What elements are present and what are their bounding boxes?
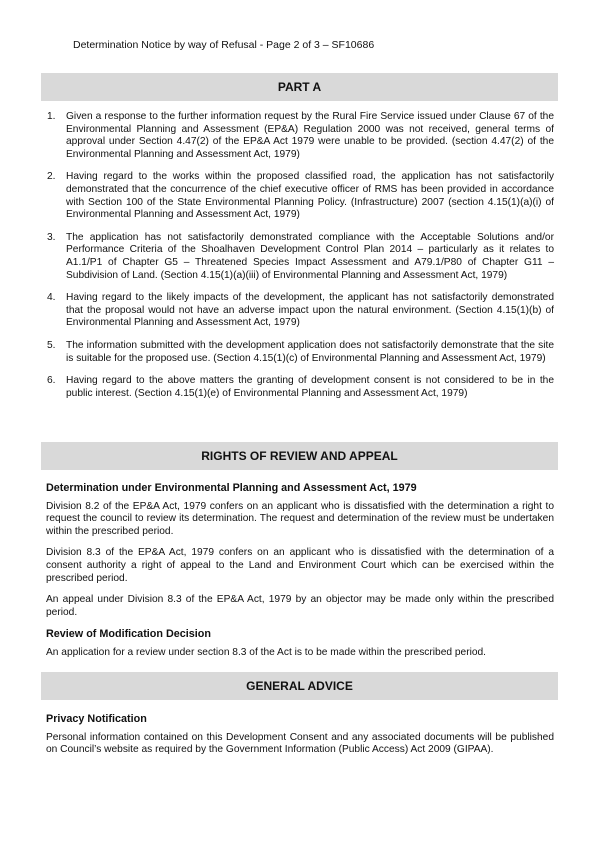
- item-text: Given a response to the further information request by the Rural Fire Service issued under Clause 67 of the Environmental Planning and Assessment (EP&A) Regulation 2000 was not received, general terms of approval under Section 4.47(2) of the EP&A Act 1979 were unable to be provided. (section 4.47(2) of the Environmental Planning and Assessment Act, 1979): [66, 111, 554, 160]
- list-item: [41, 340, 554, 365]
- privacy-paragraph: Personal information contained on this Development Consent and any associated documents will be published on Council’s website as required by the Government Information (Public Access) Act 2009 (GIPAA).: [46, 731, 554, 756]
- list-item: [41, 375, 554, 400]
- modification-heading: Review of Modification Decision: [46, 628, 211, 641]
- item-text: The application has not satisfactorily demonstrated compliance with the Acceptable Solutions and/or Performance Criteria of the Shoalhaven Development Control Plan 2014 – particularly as it relates to A1.1/P1 of Chapter G5 – Threatened Species Impact Assessment and A79.1/P80 of Chapter G11 – Subdivision of Land. (Section 4.15(1)(a)(iii) of Environmental Planning and Assessment Act, 1979): [66, 231, 554, 281]
- privacy-heading: Privacy Notification: [46, 713, 147, 725]
- list-item: [41, 171, 554, 221]
- part-a-banner: PART A: [41, 73, 558, 101]
- item-number: 3.: [47, 231, 56, 243]
- list-item: [41, 292, 554, 330]
- advice-section: [46, 713, 554, 766]
- page-header: Determination Notice by way of Refusal - Page 2 of 3 – SF10686: [73, 39, 375, 51]
- item-number: 1.: [47, 111, 56, 122]
- review-paragraph-2: Division 8.3 of the EP&A Act, 1979 confers on an applicant who is dissatisfied with the determination of a consent authority a right of appeal to the Land and Environment Court which can be exercised within the prescribed period.: [46, 547, 554, 584]
- review-banner: RIGHTS OF REVIEW AND APPEAL: [41, 442, 558, 470]
- item-text: Having regard to the works within the proposed classified road, the application has not satisfactorily demonstrated that the concurrence of the chief executive officer of RMS has been provided in accordance with Section 100 of the State Environmental Planning Policy. (Infrastructure) 2007 (section 4.15(1)(a)(i) of Environmental Planning and Assessment Act, 1979): [66, 171, 554, 221]
- review-heading: Determination under Environmental Planning and Assessment Act, 1979: [46, 482, 417, 494]
- item-text: The information submitted with the development application does not satisfactorily demonstrate that the site is suitable for the proposed use. (Section 4.15(1)(c) of Environmental Planning and Assessment Act, 1979): [66, 339, 554, 364]
- advice-banner: GENERAL ADVICE: [41, 672, 558, 700]
- review-paragraph-3: An appeal under Division 8.3 of the EP&A Act, 1979 by an objector may be made only within the prescribed period.: [46, 594, 554, 618]
- modification-paragraph: An application for a review under section 8.3 of the Act is to be made within the prescribed period.: [46, 646, 487, 658]
- item-number: 6.: [47, 375, 56, 387]
- list-item: [41, 232, 554, 282]
- item-text: Having regard to the above matters the granting of development consent is not considered to be in the public interest. (Section 4.15(1)(e) of Environmental Planning and Assessment Act, 1979): [66, 375, 554, 399]
- item-number: 2.: [47, 171, 56, 183]
- review-section: [46, 482, 554, 669]
- reasons-list: [41, 111, 554, 410]
- item-number: 5.: [47, 339, 56, 351]
- review-paragraph-1: Division 8.2 of the EP&A Act, 1979 confers on an applicant who is dissatisfied with the determination a right to request the council to review its determination. The request and determination of the review must be undertaken within the prescribed period.: [46, 500, 554, 537]
- item-number: 4.: [47, 292, 56, 304]
- list-item: [41, 111, 554, 161]
- item-text: Having regard to the likely impacts of the development, the applicant has not satisfactorily demonstrated that the proposal would not have an adverse impact upon the natural environment. (Section 4.15(1)(b) of Environmental Planning and Assessment Act, 1979): [66, 292, 554, 329]
